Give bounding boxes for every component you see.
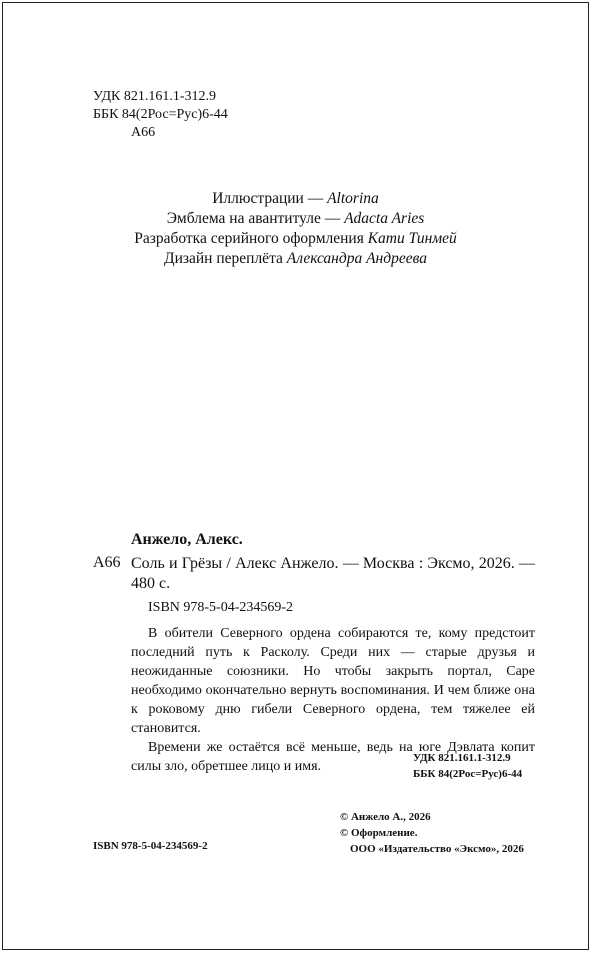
copyright-design: © Оформление. xyxy=(340,827,418,839)
catalog-codes xyxy=(93,88,228,142)
annotation-paragraph: В обители Северного ордена собираются те, кому предстоит последний путь к Расколу. Среди них — старые друзья и неожиданные союзники. Но чтобы закрыть портал, Саре необходимо окончательно вернуть воспоминания. И чем ближе она к роковому дню гибели Северного ордена, тем тяжелее ей становится. xyxy=(131,626,535,736)
right-catalog-codes xyxy=(413,750,534,782)
udk-code: УДК 821.161.1-312.9 xyxy=(93,89,217,104)
entry-isbn: ISBN 978-5-04-234569-2 xyxy=(148,600,294,615)
right-bbk-code: ББК 84(2Рос=Рус)6-44 xyxy=(413,768,523,780)
entry-code: А66 xyxy=(93,554,121,571)
credit-illustrations: Иллюстрации — Altorina xyxy=(212,190,379,207)
right-udk-code: УДК 821.161.1-312.9 xyxy=(413,752,511,764)
copyright-block xyxy=(340,809,524,857)
author-mark: А66 xyxy=(131,125,156,140)
bottom-isbn: ISBN 978-5-04-234569-2 xyxy=(93,840,208,852)
imprint-page xyxy=(2,2,589,950)
credits-block xyxy=(3,189,588,269)
credit-series-design: Разработка серийного оформления Кати Тинмей xyxy=(134,230,457,247)
annotation-paragraph: Времени же остаётся всё меньше, ведь на юге Дэвлата копит силы зло, обретшее лицо и имя. xyxy=(131,740,535,774)
bbk-code: ББК 84(2Рос=Рус)6-44 xyxy=(93,107,228,122)
entry-description: Соль и Грёзы / Алекс Анжело. — Москва : Эксмо, 2026. — 480 с. xyxy=(131,555,535,592)
credit-cover-design: Дизайн переплёта Александра Андреева xyxy=(164,250,427,267)
entry-author: Анжело, Алекс. xyxy=(131,531,243,548)
copyright-author: © Анжело А., 2026 xyxy=(340,811,431,823)
copyright-publisher: ООО «Издательство «Эксмо», 2026 xyxy=(350,843,524,855)
credit-emblem: Эмблема на авантитуле — Adacta Aries xyxy=(166,210,425,227)
